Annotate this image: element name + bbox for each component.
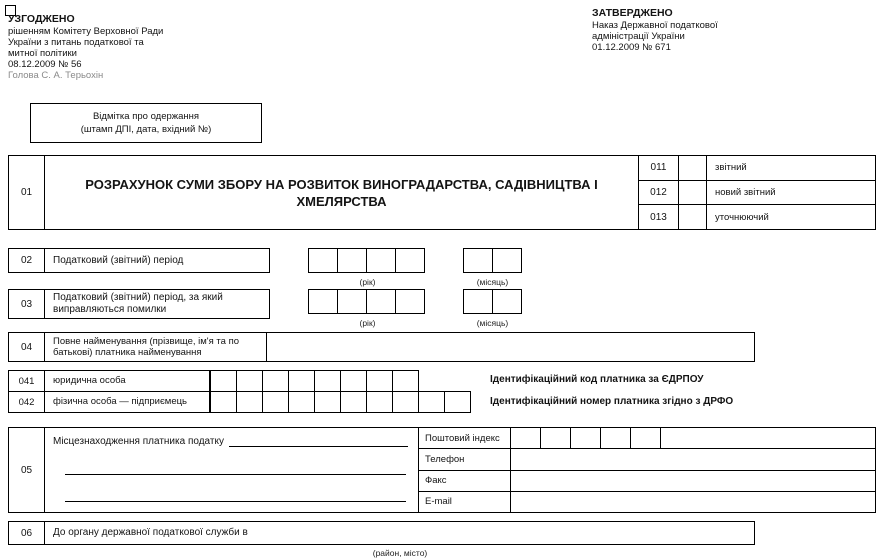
district-city-caption: (район, місто): [372, 548, 428, 558]
input-cell[interactable]: [288, 370, 315, 392]
input-cell[interactable]: [236, 391, 263, 413]
row-code-041: 041: [9, 371, 45, 391]
row-02: [8, 248, 270, 273]
row-code-03: 03: [9, 290, 45, 318]
report-type-row: [639, 205, 875, 229]
input-cell[interactable]: [601, 428, 631, 448]
input-cell[interactable]: [340, 391, 367, 413]
phone-label: Телефон: [419, 449, 511, 469]
input-cell[interactable]: [392, 391, 419, 413]
input-cell[interactable]: [395, 248, 425, 273]
approved-line: адміністрації України: [592, 31, 685, 42]
input-cell[interactable]: [418, 391, 445, 413]
type-label: звітний: [715, 162, 747, 174]
address-input-line[interactable]: [65, 486, 406, 502]
agreed-line: України з питань податкової та: [8, 37, 144, 48]
agreed-line: митної політики: [8, 48, 77, 59]
approved-block: [592, 8, 842, 53]
year-caption: (рік): [359, 277, 376, 287]
corrected-year-boxes: [308, 289, 425, 314]
type-checkbox[interactable]: [679, 156, 707, 180]
input-cell[interactable]: [262, 391, 289, 413]
address-line-1: [53, 435, 408, 447]
agreed-line: рішенням Комітету Верховної Ради: [8, 26, 164, 37]
email-row: [419, 492, 875, 512]
drfo-code-boxes: [210, 391, 471, 413]
input-cell[interactable]: [492, 289, 522, 314]
approved-line: 01.12.2009 № 671: [592, 42, 671, 53]
input-cell[interactable]: [337, 289, 367, 314]
input-cell[interactable]: [262, 370, 289, 392]
input-cell[interactable]: [541, 428, 571, 448]
row-042-label: фізична особа — підприємець: [53, 396, 188, 408]
row-041: [9, 371, 209, 392]
email-field[interactable]: [511, 492, 875, 512]
postal-code-boxes: [511, 428, 875, 448]
receipt-stamp-box: [30, 103, 262, 143]
input-cell[interactable]: [314, 370, 341, 392]
input-cell[interactable]: [444, 391, 471, 413]
row-04-label: Повне найменування (прізвище, ім'я та по батькові) платника найменування: [45, 333, 267, 361]
approved-title: ЗАТВЕРДЖЕНО: [592, 7, 673, 19]
address-area: [45, 428, 419, 512]
row-06-label: До органу державної податкової служби в: [53, 527, 248, 538]
input-cell[interactable]: [395, 289, 425, 314]
row-03: [8, 289, 270, 319]
agreed-block: [8, 14, 238, 81]
type-label: новий звітний: [715, 187, 776, 198]
payer-name-field[interactable]: [267, 333, 754, 361]
phone-field[interactable]: [511, 449, 875, 469]
period-year-boxes: [308, 248, 425, 273]
input-cell[interactable]: [210, 391, 237, 413]
fax-field[interactable]: [511, 471, 875, 491]
row-05: [8, 427, 876, 513]
input-cell[interactable]: [492, 248, 522, 273]
agreed-line: 08.12.2009 № 56: [8, 59, 82, 70]
input-cell[interactable]: [366, 391, 393, 413]
title-table: [8, 155, 876, 230]
input-cell[interactable]: [236, 370, 263, 392]
receipt-line: Відмітка про одержання: [92, 111, 200, 122]
type-code: 013: [639, 205, 679, 229]
row-code-05: 05: [9, 428, 45, 512]
edrpou-code-boxes: [210, 370, 419, 392]
period-month-boxes: [463, 248, 522, 273]
input-cell[interactable]: [463, 289, 493, 314]
address-input-line[interactable]: [65, 459, 406, 475]
input-cell[interactable]: [366, 289, 396, 314]
input-cell[interactable]: [511, 428, 541, 448]
type-code: 012: [639, 181, 679, 205]
input-cell[interactable]: [308, 248, 338, 273]
row-04: [8, 332, 755, 362]
corrected-month-boxes: [463, 289, 522, 314]
input-cell[interactable]: [571, 428, 601, 448]
report-type-table: [639, 156, 875, 229]
email-label: E-mail: [419, 492, 511, 512]
form-title: РОЗРАХУНОК СУМИ ЗБОРУ НА РОЗВИТОК ВИНОГРАДАРСТВА, САДІВНИЦТВА І ХМЕЛЯРСТВА: [45, 156, 639, 229]
row-code-04: 04: [9, 333, 45, 361]
phone-row: [419, 449, 875, 470]
row-03-label: Податковий (звітний) період, за який виправляються помилки: [53, 292, 223, 315]
type-checkbox[interactable]: [679, 205, 707, 229]
row-code-01: 01: [9, 156, 45, 229]
type-code: 011: [639, 156, 679, 180]
type-checkbox[interactable]: [679, 181, 707, 205]
contact-table: [419, 428, 875, 512]
postal-row: [419, 428, 875, 449]
postal-label: Поштовий індекс: [419, 428, 511, 448]
input-cell[interactable]: [392, 370, 419, 392]
month-caption: (місяць): [476, 277, 509, 287]
drfo-note: Ідентифікаційний номер платника згідно з ДРФО: [490, 396, 734, 407]
year-caption: (рік): [359, 318, 376, 328]
receipt-line: (штамп ДПІ, дата, вхідний №): [80, 124, 212, 135]
row-06: [8, 521, 755, 545]
fax-label: Факс: [419, 471, 511, 491]
address-label: Місцезнаходження платника податку: [53, 436, 224, 447]
input-cell[interactable]: [340, 370, 367, 392]
type-label: уточнюючий: [715, 211, 769, 223]
input-cell[interactable]: [366, 248, 396, 273]
edrpou-note: Ідентифікаційний код платника за ЄДРПОУ: [490, 374, 704, 385]
input-cell[interactable]: [314, 391, 341, 413]
agreed-signature: Голова С. А. Терьохін: [8, 70, 104, 81]
row-041-label: юридична особа: [53, 375, 126, 387]
row-02-label: Податковий (звітний) період: [53, 254, 184, 266]
row-042: [9, 392, 209, 412]
row-code-042: 042: [9, 392, 45, 412]
row-code-06: 06: [9, 522, 45, 544]
input-cell[interactable]: [337, 248, 367, 273]
input-cell[interactable]: [463, 248, 493, 273]
report-type-row: [639, 181, 875, 206]
fax-row: [419, 471, 875, 492]
input-cell[interactable]: [210, 370, 237, 392]
input-cell[interactable]: [631, 428, 661, 448]
input-cell[interactable]: [288, 391, 315, 413]
agreed-title: УЗГОДЖЕНО: [8, 13, 75, 25]
payer-type-table: [8, 370, 210, 413]
input-cell[interactable]: [366, 370, 393, 392]
report-type-row: [639, 156, 875, 181]
month-caption: (місяць): [476, 318, 509, 328]
approved-line: Наказ Державної податкової: [592, 20, 718, 31]
row-code-02: 02: [9, 249, 45, 272]
address-input-line[interactable]: [229, 435, 408, 447]
input-cell[interactable]: [308, 289, 338, 314]
